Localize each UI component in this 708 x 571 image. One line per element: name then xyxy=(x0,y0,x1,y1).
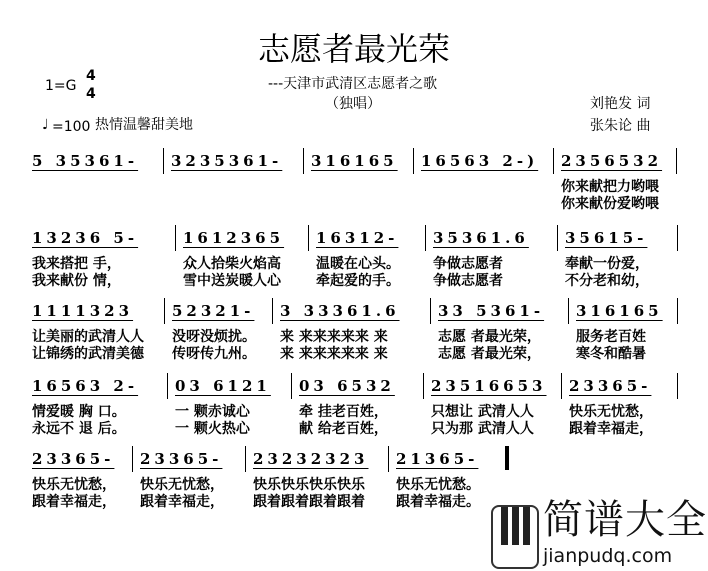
lyric-line-2: 一 颗火热心 xyxy=(175,421,250,437)
barline xyxy=(303,148,304,174)
lyric-line-2: 跟着幸福走， xyxy=(140,494,224,510)
song-title: 志愿者最光荣 xyxy=(257,30,450,68)
lyric-line-1: 我来搭把 手， xyxy=(32,256,121,272)
measure-notes: 16563 2-) xyxy=(421,152,539,170)
time-signature-top: 4 xyxy=(86,68,96,84)
measure-notes: 316165 xyxy=(576,302,663,320)
barline xyxy=(677,373,678,399)
watermark-name: 简谱大全 xyxy=(543,497,707,543)
measure-notes: 5 35361- xyxy=(32,152,139,170)
lyric-line-1: 牵 挂老百姓， xyxy=(299,404,388,420)
lyric-line-1: 温暖在心头。 xyxy=(316,256,400,272)
piano-logo-icon xyxy=(491,505,539,569)
barline xyxy=(553,148,554,174)
lyric-line-2: 献 给老百姓， xyxy=(299,421,388,437)
lyric-line-2: 永远不 退 后。 xyxy=(32,421,126,437)
performance-type: （独唱） xyxy=(325,96,381,112)
final-barline xyxy=(505,446,509,470)
time-signature-bottom: 4 xyxy=(86,86,96,102)
measure-notes: 23232323 xyxy=(253,450,369,468)
barline xyxy=(676,148,677,174)
barline xyxy=(413,148,414,174)
barline xyxy=(291,373,292,399)
lyric-line-2: 寒冬和酷暑 xyxy=(576,346,646,362)
lyricist: 刘艳发 词 xyxy=(590,96,651,112)
lyric-line-2: 雪中送炭暖人心 xyxy=(183,273,281,289)
lyric-line-1: 奉献一份爱， xyxy=(565,256,649,272)
lyric-line-2: 来 来来来来来 来 xyxy=(280,346,388,362)
lyric-line-2: 志愿 者最光荣， xyxy=(438,346,541,362)
barline xyxy=(272,298,273,324)
measure-notes: 52321- xyxy=(172,302,255,320)
barline xyxy=(245,446,246,472)
barline xyxy=(425,225,426,251)
lyric-line-1: 一 颗赤诚心 xyxy=(175,404,250,420)
lyric-line-2: 争做志愿者 xyxy=(433,273,503,289)
barline xyxy=(557,225,558,251)
measure-notes: 1111323 xyxy=(32,302,134,320)
lyric-line-2: 跟着幸福走， xyxy=(32,494,116,510)
measure-notes: 35361.6 xyxy=(433,229,529,247)
barline xyxy=(167,373,168,399)
lyric-line-1: 快乐无忧愁。 xyxy=(396,477,480,493)
lyric-line-2: 你来献份爱哟喂 xyxy=(561,196,659,212)
barline xyxy=(423,373,424,399)
barline xyxy=(132,446,133,472)
measure-notes: 23365- xyxy=(140,450,223,468)
barline xyxy=(388,446,389,472)
lyric-line-1: 只想让 武清人人 xyxy=(431,404,534,420)
lyric-line-2: 传呀传九州。 xyxy=(172,346,256,362)
measure-notes: 23365- xyxy=(569,377,652,395)
lyric-line-1: 快乐无忧愁， xyxy=(32,477,116,493)
lyric-line-1: 你来献把力哟喂 xyxy=(561,179,659,195)
measure-notes: 23516653 xyxy=(431,377,547,395)
watermark-url: jianpudq.com xyxy=(543,545,673,567)
measure-notes: 16563 2- xyxy=(32,377,139,395)
lyric-line-1: 志愿 者最光荣， xyxy=(438,329,541,345)
barline xyxy=(308,225,309,251)
composer: 张朱论 曲 xyxy=(590,118,651,134)
lyric-line-2: 牵起爱的手。 xyxy=(316,273,400,289)
lyric-line-1: 没呀没烦扰。 xyxy=(172,329,256,345)
measure-notes: 316165 xyxy=(311,152,398,170)
measure-notes: 3 33361.6 xyxy=(280,302,400,320)
lyric-line-1: 让美丽的武清人人 xyxy=(32,329,144,345)
lyric-line-2: 跟着幸福走。 xyxy=(396,494,480,510)
lyric-line-1: 快乐无忧愁， xyxy=(140,477,224,493)
measure-notes: 23365- xyxy=(32,450,115,468)
measure-notes: 03 6121 xyxy=(175,377,271,395)
lyric-line-1: 众人拾柴火焰高 xyxy=(183,256,281,272)
lyric-line-2: 我来献份 情， xyxy=(32,273,121,289)
tempo: =100 xyxy=(52,119,91,135)
barline xyxy=(163,148,164,174)
lyric-line-2: 只为那 武清人人 xyxy=(431,421,534,437)
barline xyxy=(430,298,431,324)
tempo-note-icon: ♩ xyxy=(42,117,49,133)
measure-notes: 2356532 xyxy=(561,152,663,170)
key-signature: 1=G xyxy=(45,78,77,94)
measure-notes: 35615- xyxy=(565,229,648,247)
lyric-line-2: 跟着跟着跟着跟着 xyxy=(253,494,365,510)
barline xyxy=(561,373,562,399)
measure-notes: 21365- xyxy=(396,450,479,468)
measure-notes: 16312- xyxy=(316,229,399,247)
lyric-line-2: 不分老和幼， xyxy=(565,273,649,289)
barline xyxy=(175,225,176,251)
barline xyxy=(164,298,165,324)
barline xyxy=(677,225,678,251)
barline xyxy=(568,298,569,324)
lyric-line-1: 快乐快乐快乐快乐 xyxy=(253,477,365,493)
barline xyxy=(677,298,678,324)
measure-notes: 1612365 xyxy=(183,229,285,247)
lyric-line-1: 快乐无忧愁， xyxy=(569,404,653,420)
measure-notes: 3235361- xyxy=(171,152,283,170)
expression-mark: 热情温馨甜美地 xyxy=(95,117,193,133)
measure-notes: 03 6532 xyxy=(299,377,395,395)
lyric-line-1: 服务老百姓 xyxy=(576,329,646,345)
lyric-line-2: 跟着幸福走， xyxy=(569,421,653,437)
lyric-line-1: 争做志愿者 xyxy=(433,256,503,272)
measure-notes: 13236 5- xyxy=(32,229,139,247)
lyric-line-2: 让锦绣的武清美德 xyxy=(32,346,144,362)
lyric-line-1: 情爱暖 胸 口。 xyxy=(32,404,126,420)
measure-notes: 33 5361- xyxy=(438,302,545,320)
lyric-line-1: 来 来来来来来 来 xyxy=(280,329,388,345)
subtitle: ---天津市武清区志愿者之歌 xyxy=(268,76,438,92)
